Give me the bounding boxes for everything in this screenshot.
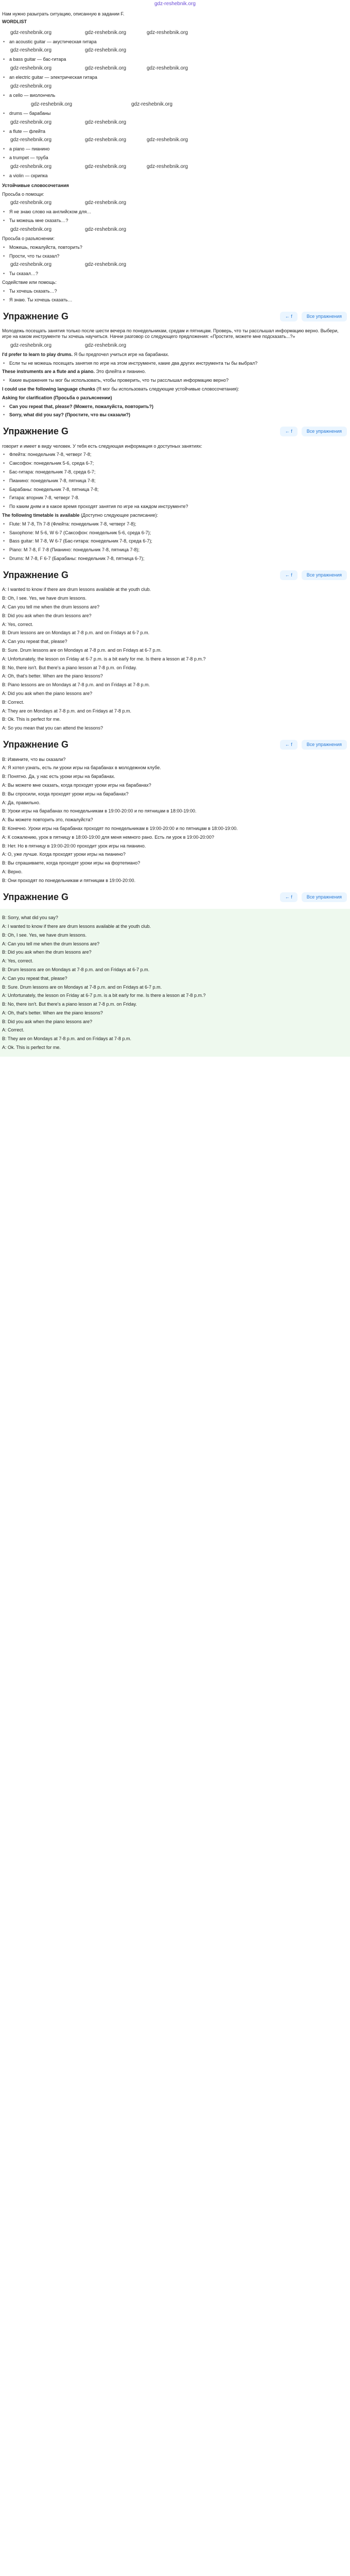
watermark-text: gdz-reshebnik.org	[85, 119, 127, 125]
list-item: • an electric guitar — электрическая гитара	[0, 75, 350, 80]
exercise-title: Упражнение G	[3, 311, 68, 321]
answer-en: These instruments are a flute and a piano.	[2, 369, 95, 375]
list-item: • a violin — скрипка	[0, 173, 350, 179]
dialog-line: A: Did you ask when the piano lessons are?	[2, 691, 93, 696]
answer-block	[0, 909, 350, 1057]
dialog-line: B: Did you ask when the drum lessons are?	[2, 613, 92, 618]
watermark-text: gdz-reshebnik.org	[85, 262, 127, 268]
list-item: • Flute: M 7-8, Th 7-8 (Флейта: понедельник 7-8, четверг 7-8);	[0, 521, 350, 527]
dialog-line: B: Извините, что вы сказали?	[2, 756, 66, 762]
watermark-text: gdz-reshebnik.org	[10, 200, 52, 206]
all-exercises-button[interactable]: Все упражнения	[302, 570, 347, 580]
watermark-text: gdz-reshebnik.org	[10, 47, 52, 54]
dialog-line: B: Конечно. Уроки игры на барабанах проходят по понедельникам в 19:00-20:00 и по пятницам в 18:00-19:00.	[2, 825, 238, 831]
list-item: • Piano: M 7-8, F 7-8 (Пианино: понедельник 7-8, пятница 7-8);	[0, 547, 350, 553]
dialog	[0, 757, 350, 884]
watermark-row	[0, 343, 350, 349]
watermark-row	[0, 164, 350, 170]
subheading	[2, 395, 348, 401]
watermark-text: gdz-reshebnik.org	[10, 262, 52, 268]
watermark-text: gdz-reshebnik.org	[147, 29, 188, 36]
dialog-line: A: So you mean that you can attend the lessons?	[2, 725, 103, 731]
dialog-line: B: Вы спросили, когда проходят уроки игры на барабанах?	[2, 791, 129, 796]
prev-exercise-button[interactable]: ← f	[280, 892, 297, 902]
watermark-text: gdz-reshebnik.org	[31, 101, 73, 107]
watermark-row	[0, 120, 350, 126]
site-link[interactable]: gdz-reshebnik.org	[154, 1, 196, 7]
phrase-line: • Можешь, пожалуйста, повторить?	[0, 245, 350, 250]
all-exercises-button[interactable]: Все упражнения	[302, 312, 347, 321]
dialog-line: B: No, there isn't. But there's a piano lesson at 7-8 p.m. on Friday.	[2, 1002, 137, 1007]
watermark-text: gdz-reshebnik.org	[10, 83, 52, 89]
all-exercises-button[interactable]: Все упражнения	[302, 740, 347, 750]
dialog-line: A: Вы можете мне сказать, когда проходят уроки игры на барабанах?	[2, 782, 151, 788]
watermark-text: gdz-reshebnik.org	[85, 137, 127, 143]
watermark-text: gdz-reshebnik.org	[85, 29, 127, 36]
exercise-text: говорит и имеет в виду человек. У тебя есть следующая информация о доступных занятиях:	[2, 443, 202, 449]
dialog-line: B: Уроки игры на барабанах по понедельникам в 19:00-20:00 и по пятницам в 18:00-19:00.	[2, 808, 197, 814]
watermark-row	[0, 137, 350, 143]
watermark-text: gdz-reshebnik.org	[131, 101, 173, 107]
watermark-text: gdz-reshebnik.org	[85, 200, 127, 206]
list-item: • Флейта: понедельник 7-8, четверг 7-8;	[0, 452, 350, 457]
list-item	[0, 404, 350, 410]
exercise-text: Молодежь посещать занятия только после шести вечера по понедельникам, средам и пятницам. Проверь, что ты расслышал информацию верно. Выбери, игре на каком инструменте ты хочешь научиться. Начни разговор со следующего предложения: «Простите, можете мне подсказать...?»	[2, 328, 339, 339]
watermark-text: gdz-reshebnik.org	[147, 137, 188, 143]
item-text: Can you repeat that, please? (Можете, пожалуйста, повторить?)	[9, 403, 153, 409]
list-item: • drums — барабаны	[0, 111, 350, 116]
watermark-text: gdz-reshebnik.org	[85, 163, 127, 170]
exercise-header	[0, 889, 350, 906]
answer-line	[2, 386, 348, 392]
answer-en: I could use the following language chunks	[2, 386, 96, 392]
dialog-line: A: Верно.	[2, 869, 23, 874]
watermark-row	[0, 101, 350, 108]
prev-exercise-button[interactable]: ← f	[280, 312, 297, 321]
watermark-row	[0, 47, 350, 54]
question-line: • Какие выражения ты мог бы использовать, чтобы проверить, что ты расслышал информацию верно?	[0, 378, 350, 383]
dialog-line: B: Sure. Drum lessons are on Mondays at 7-8 p.m. and on Fridays at 6-7 p.m.	[2, 648, 162, 653]
phrase-line: • Ты можешь мне сказать…?	[0, 218, 350, 224]
answer-line	[2, 352, 348, 358]
watermark-row	[0, 227, 350, 233]
watermark-text: gdz-reshebnik.org	[10, 137, 52, 143]
watermark-row	[0, 200, 350, 206]
dialog-line: A: Yes, correct.	[2, 958, 33, 964]
item-text: Sorry, what did you say? (Простите, что вы сказали?)	[9, 412, 131, 418]
exercise-nav	[280, 312, 347, 321]
list-item: • a piano — пианино	[0, 146, 350, 152]
dialog-line: A: Can you repeat that, please?	[2, 975, 67, 981]
exercise-title: Упражнение G	[3, 891, 68, 902]
answer-en: The following timetable is available	[2, 513, 80, 518]
watermark-text: gdz-reshebnik.org	[147, 163, 188, 170]
dialog-line: A: Yes, correct.	[2, 621, 33, 627]
dialog	[0, 587, 350, 731]
dialog-line: B: Drum lessons are on Mondays at 7-8 p.m. and on Fridays at 6-7 p.m.	[2, 630, 150, 636]
dialog-line: A: Да, правильно.	[2, 800, 41, 805]
watermark-text: gdz-reshebnik.org	[85, 342, 127, 348]
exercise-title: Упражнение G	[3, 739, 68, 750]
phrase-line: Просьба о разъяснении:	[2, 235, 55, 241]
dialog-line: B: Oh, I see. Yes, we have drum lessons.	[2, 932, 87, 938]
dialog-line: B: No, there isn't. But there's a piano lesson at 7-8 p.m. on Friday.	[2, 665, 137, 670]
list-item: • a flute — флейта	[0, 129, 350, 134]
dialog-line: B: Вы спрашиваете, когда проходят уроки игры на фортепиано?	[2, 860, 141, 866]
dialog-line: A: Unfortunately, the lesson on Friday at 6-7 p.m. is a bit early for me. Is there a lesson at 7-8 p.m.?	[2, 656, 206, 662]
exercise-header	[0, 736, 350, 754]
wordlist-title: WORDLIST	[2, 19, 27, 24]
list-item: • Саксофон: понедельник 5-6, среда 6-7;	[0, 461, 350, 466]
dialog-line: B: They are on Mondays at 7-8 p.m. and on Fridays at 7-8 p.m.	[2, 1036, 131, 1042]
watermark-text: gdz-reshebnik.org	[85, 65, 127, 72]
watermark-text: gdz-reshebnik.org	[85, 226, 127, 232]
list-item	[0, 412, 350, 418]
watermark-text: gdz-reshebnik.org	[10, 163, 52, 170]
watermark-text: gdz-reshebnik.org	[10, 226, 52, 232]
list-item: • Bass guitar: M 7-8, W 6-7 (Бас-гитара: понедельник 7-8, среда 6-7);	[0, 538, 350, 544]
dialog-line: A: I wanted to know if there are drum lessons available at the youth club.	[2, 923, 151, 929]
list-item: • Гитара: вторник 7-8, четверг 7-8.	[0, 495, 350, 501]
watermark-text: gdz-reshebnik.org	[85, 47, 127, 54]
intro-text: Нам нужно разыграть ситуацию, описанную в задании F.	[2, 11, 125, 16]
answer-ru: Я бы предпочел учиться игре на барабанах.	[74, 351, 169, 357]
exercise-nav	[280, 427, 347, 436]
answer-line	[2, 513, 348, 518]
phrase-line: • Прости, что ты сказал?	[0, 253, 350, 259]
exercise-header	[0, 308, 350, 326]
exercise-header	[0, 423, 350, 440]
dialog-line: A: Can you repeat that, please?	[2, 639, 67, 645]
list-item: • Saxophone: M 5-6, W 6-7 (Саксофон: понедельник 5-6, среда 6-7);	[0, 530, 350, 536]
dialog-line: B: Correct.	[2, 699, 25, 705]
dialog-line: B: Ok. This is perfect for me.	[2, 717, 61, 722]
dialog-line: A: Correct.	[2, 1027, 25, 1033]
exercise-nav	[280, 892, 347, 902]
set-phrases	[0, 192, 350, 303]
dialog-line: A: Oh, that's better. When are the piano lessons?	[2, 1010, 103, 1015]
answer-ru: Это флейта и пианино.	[96, 369, 146, 375]
phrase-line: Содействие или помощь:	[2, 280, 57, 285]
dialog-line: A: Can you tell me when the drum lessons are?	[2, 941, 100, 946]
set-phrases-title: Устойчивые словосочетания	[2, 182, 69, 188]
subheading-text: Asking for clarification (Просьба о разъяснении)	[2, 395, 112, 400]
list-item: • Барабаны: понедельник 7-8, пятница 7-8;	[0, 487, 350, 493]
phrase-line: • Ты сказал…?	[0, 271, 350, 277]
watermark-text: gdz-reshebnik.org	[10, 342, 52, 348]
dialog-line: B: Sorry, what did you say?	[2, 915, 58, 921]
dialog-line: B: Piano lessons are on Mondays at 7-8 p.m. and on Fridays at 7-8 p.m.	[2, 682, 150, 688]
question-line: • По каким дням и в какое время проходят занятия по игре на каждом инструменте?	[0, 504, 350, 510]
dialog-line: B: Oh, I see. Yes, we have drum lessons.	[2, 596, 87, 601]
phrase-line: • Я не знаю слово на английском для…	[0, 209, 350, 215]
prev-exercise-button[interactable]: ← f	[280, 740, 297, 750]
dialog-line: A: Can you tell me when the drum lessons are?	[2, 604, 100, 610]
list-item: • Бас-гитара: понедельник 7-8, среда 6-7;	[0, 469, 350, 475]
dialog-line: A: Я хотел узнать, есть ли уроки игры на барабанах в молодежном клубе.	[2, 765, 161, 771]
dialog-line: B: Они проходят по понедельникам и пятницам в 19:00-20:00.	[2, 877, 136, 883]
dialog-line: A: Ok. This is perfect for me.	[2, 1045, 61, 1050]
watermark-row	[0, 65, 350, 72]
watermark-text: gdz-reshebnik.org	[10, 29, 52, 36]
exercise-header	[0, 567, 350, 584]
wordlist	[0, 30, 350, 179]
dialog-line: B: Drum lessons are on Mondays at 7-8 p.m. and on Fridays at 6-7 p.m.	[2, 967, 150, 972]
dialog-line: A: Вы можете повторить это, пожалуйста?	[2, 817, 93, 823]
exercise-nav	[280, 570, 347, 580]
all-exercises-button[interactable]: Все упражнения	[302, 427, 347, 436]
watermark-row	[0, 262, 350, 268]
list-item: • an acoustic guitar — акустическая гитара	[0, 39, 350, 45]
dialog-line: A: They are on Mondays at 7-8 p.m. and on Fridays at 7-8 p.m.	[2, 708, 131, 714]
phrase-line: • Ты хочешь сказать…?	[0, 289, 350, 294]
exercise-title: Упражнение G	[3, 426, 68, 437]
watermark-text: gdz-reshebnik.org	[10, 65, 52, 72]
watermark-text: gdz-reshebnik.org	[147, 65, 188, 72]
list-item: • Пианино: понедельник 7-8, пятница 7-8;	[0, 478, 350, 484]
dialog-line: B: Did you ask when the drum lessons are?	[2, 950, 92, 955]
phrase-line: Просьба о помощи:	[2, 191, 44, 197]
watermark-row	[0, 30, 350, 36]
question-line: • Если ты не можешь посещать занятия по игре на этом инструменте, какие два других инструмента ты бы выбрал?	[0, 361, 350, 366]
prev-exercise-button[interactable]: ← f	[280, 427, 297, 436]
answer-ru: (Доступно следующее расписание):	[81, 513, 159, 518]
dialog-line: A: Oh, that's better. When are the piano lessons?	[2, 673, 103, 679]
dialog-line: B: Sure. Drum lessons are on Mondays at 7-8 p.m. and on Fridays at 6-7 p.m.	[2, 984, 162, 990]
dialog-line: A: Unfortunately, the lesson on Friday at 6-7 p.m. is a bit early for me. Is there a lesson at 7-8 p.m.?	[2, 993, 206, 998]
exercise-nav	[280, 740, 347, 750]
answer-line	[2, 369, 348, 375]
dialog-line: B: Понятно. Да, у нас есть уроки игры на барабанах.	[2, 774, 115, 779]
page	[0, 0, 350, 1057]
list-item: • a cello — виолончель	[0, 93, 350, 98]
dialog-line: A: I wanted to know if there are drum lessons available at the youth club.	[2, 587, 151, 592]
watermark-text: gdz-reshebnik.org	[10, 119, 52, 125]
dialog-line: B: Did you ask when the piano lessons are?	[2, 1019, 93, 1024]
prev-exercise-button[interactable]: ← f	[280, 570, 297, 580]
all-exercises-button[interactable]: Все упражнения	[302, 892, 347, 902]
answer-en: I'd prefer to learn to play drums.	[2, 351, 73, 357]
list-item: • Drums: M 7-8, F 6-7 (Барабаны: понедельник 7-8, пятница 6-7);	[0, 556, 350, 562]
exercise-title: Упражнение G	[3, 569, 68, 580]
dialog-line: A: К сожалению, урок в пятницу в 18:00-19:00 для меня немного рано. Есть ли урок в 19:00-20:00?	[2, 834, 215, 840]
dialog-line: B: Нет. Но в пятницу в 19:00-20:00 проходит урок игры на пианино.	[2, 843, 146, 849]
list-item: • a bass guitar — бас-гитара	[0, 57, 350, 62]
dialog-line: A: О, уже лучше. Когда проходят уроки игры на пианино?	[2, 852, 126, 857]
phrase-line: • Я знаю. Ты хочешь сказать…	[0, 297, 350, 303]
list-item: • a trumpet — труба	[0, 155, 350, 161]
watermark-row	[0, 83, 350, 90]
answer-ru: (Я мог бы использовать следующие устойчивые словосочетания):	[96, 386, 239, 392]
